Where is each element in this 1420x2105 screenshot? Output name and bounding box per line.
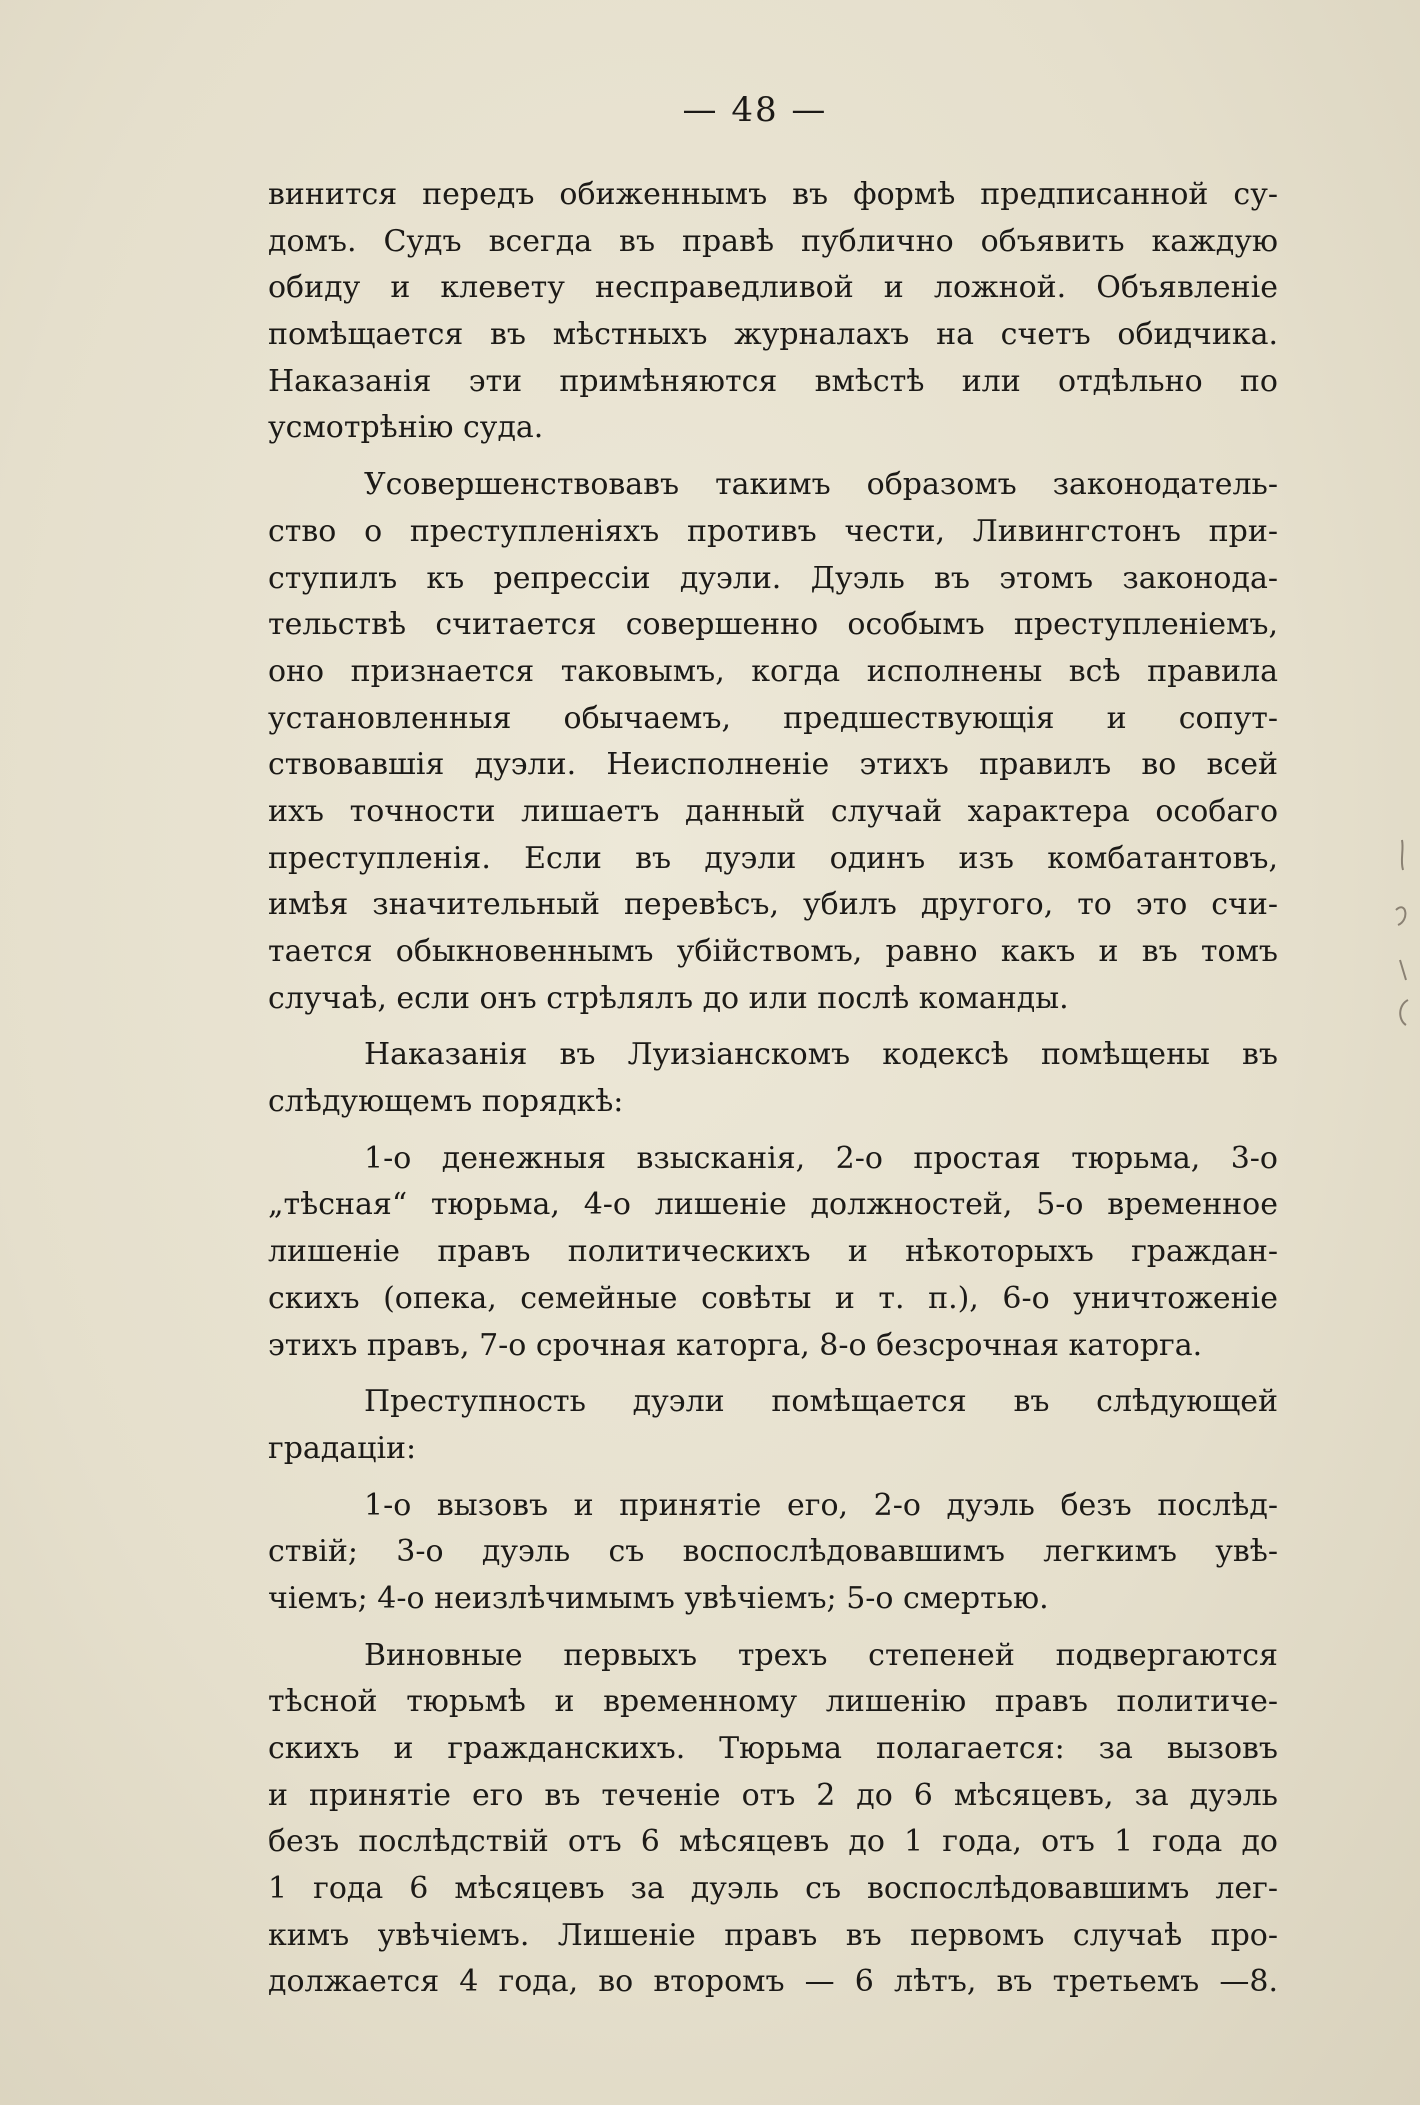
text-line: имѣя значительный перевѣсъ, убилъ другого, то это счи- bbox=[268, 887, 1278, 923]
text-line: Наказанія эти примѣняются вмѣстѣ или отдѣльно по bbox=[268, 363, 1278, 399]
text-line: установленныя обычаемъ, предшествующія и сопут- bbox=[268, 700, 1278, 736]
margin-pencil-marks bbox=[1388, 830, 1418, 1050]
text-line: Наказанія въ Луизіанскомъ кодексѣ помѣщены въ bbox=[364, 1037, 1278, 1073]
text-line: оно признается таковымъ, когда исполнены всѣ правила bbox=[268, 653, 1278, 689]
text-line: тѣсной тюрьмѣ и временному лишенію правъ политиче- bbox=[268, 1684, 1278, 1720]
text-line: лишеніе правъ политическихъ и нѣкоторыхъ граждан- bbox=[268, 1234, 1278, 1270]
text-line: преступленія. Если въ дуэли одинъ изъ комбатантовъ, bbox=[268, 840, 1278, 876]
text-line: 1-о вызовъ и принятіе его, 2-о дуэль безъ послѣд- bbox=[364, 1487, 1278, 1523]
text-line: кимъ увѣчіемъ. Лишеніе правъ въ первомъ случаѣ про- bbox=[268, 1917, 1278, 1953]
text-line: ступилъ къ репрессіи дуэли. Дуэль въ этомъ законода- bbox=[268, 560, 1278, 596]
text-line: скихъ (опека, семейные совѣты и т. п.), 6-о уничтоженіе bbox=[268, 1280, 1278, 1316]
text-line: чіемъ; 4-о неизлѣчимымъ увѣчіемъ; 5-о смертью. bbox=[268, 1580, 1049, 1616]
text-line: 1 года 6 мѣсяцевъ за дуэль съ воспослѣдовавшимъ лег- bbox=[268, 1871, 1278, 1907]
text-line: слѣдующемъ порядкѣ: bbox=[268, 1084, 624, 1120]
text-line: помѣщается въ мѣстныхъ журналахъ на счетъ обидчика. bbox=[268, 317, 1278, 353]
text-line: случаѣ, если онъ стрѣлялъ до или послѣ команды. bbox=[268, 980, 1069, 1016]
text-line: этихъ правъ, 7-о срочная каторга, 8-о безсрочная каторга. bbox=[268, 1327, 1203, 1363]
text-line: градаціи: bbox=[268, 1430, 417, 1466]
text-line: Преступность дуэли помѣщается въ слѣдующей bbox=[364, 1384, 1278, 1420]
text-line: должается 4 года, во второмъ — 6 лѣтъ, въ третьемъ —8. bbox=[268, 1964, 1278, 2000]
page-number: — 48 — bbox=[682, 90, 828, 130]
text-line: тельствѣ считается совершенно особымъ преступленіемъ, bbox=[268, 607, 1278, 643]
text-line: безъ послѣдствій отъ 6 мѣсяцевъ до 1 года, отъ 1 года до bbox=[268, 1824, 1278, 1860]
text-line: и принятіе его въ теченіе отъ 2 до 6 мѣсяцевъ, за дуэль bbox=[268, 1777, 1278, 1813]
text-line: Усовершенствовавъ такимъ образомъ законодатель- bbox=[364, 467, 1278, 503]
text-line: Виновные первыхъ трехъ степеней подвергаются bbox=[364, 1637, 1278, 1673]
text-line: ствовавшія дуэли. Неисполненіе этихъ правилъ во всей bbox=[268, 747, 1278, 783]
text-line: скихъ и гражданскихъ. Тюрьма полагается: за вызовъ bbox=[268, 1731, 1278, 1766]
text-line: домъ. Судъ всегда въ правѣ публично объявить каждую bbox=[268, 223, 1278, 259]
page-body bbox=[268, 172, 1278, 2006]
text-line: тается обыкновеннымъ убійствомъ, равно какъ и въ томъ bbox=[268, 934, 1278, 969]
text-line: „тѣсная“ тюрьма, 4-о лишеніе должностей, 5-о временное bbox=[268, 1187, 1278, 1223]
text-line: обиду и клевету несправедливой и ложной. Объявленіе bbox=[268, 270, 1278, 306]
text-line: 1-о денежныя взысканія, 2-о простая тюрьма, 3-о bbox=[364, 1140, 1278, 1176]
text-line: ихъ точности лишаетъ данный случай характера особаго bbox=[268, 793, 1278, 829]
text-line: усмотрѣнію суда. bbox=[268, 410, 544, 446]
text-line: ство о преступленіяхъ противъ чести, Ливингстонъ при- bbox=[268, 513, 1278, 549]
text-line: ствій; 3-о дуэль съ воспослѣдовавшимъ легкимъ увѣ- bbox=[268, 1534, 1278, 1570]
text-line: винится передъ обиженнымъ въ формѣ предписанной су- bbox=[268, 177, 1278, 212]
